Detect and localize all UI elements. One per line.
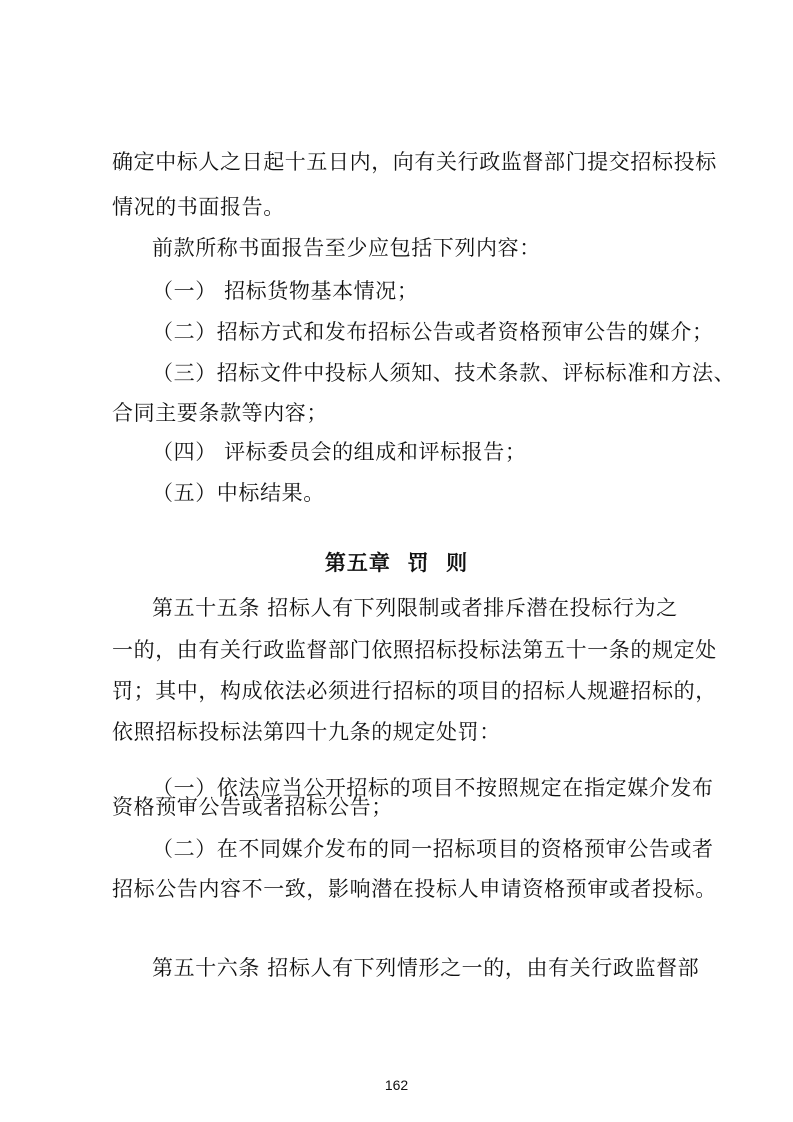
chapter-title: 第五章 罚 则	[324, 551, 469, 575]
list-item: （四） 评标委员会的组成和评标报告；	[152, 440, 527, 464]
page-number: 162	[384, 1077, 409, 1093]
list-item: （二）招标方式和发布招标公告或者资格预审公告的媒介；	[152, 320, 714, 344]
body-line: 确定中标人之日起十五日内，向有关行政监督部门提交招标投标	[112, 150, 717, 174]
list-item: （二）在不同媒介发布的同一招标项目的资格预审公告或者	[152, 837, 714, 861]
body-line: 罚；其中，构成依法必须进行招标的项目的招标人规避招标的，	[112, 679, 717, 703]
article-heading-line: 第五十五条 招标人有下列限制或者排斥潜在投标行为之	[152, 596, 678, 620]
body-line: 依照招标投标法第四十九条的规定处罚：	[112, 720, 501, 744]
list-item: （五）中标结果。	[152, 481, 325, 505]
body-line: 一的，由有关行政监督部门依照招标投标法第五十一条的规定处	[112, 638, 717, 662]
body-line: 资格预审公告或者招标公告；	[112, 795, 393, 819]
body-line: 情况的书面报告。	[112, 195, 285, 219]
list-item: （一）依法应当公开招标的项目不按照规定在指定媒介发布	[152, 776, 714, 800]
body-line: 招标公告内容不一致，影响潜在投标人申请资格预审或者投标。	[112, 877, 717, 901]
article-heading-line: 第五十六条 招标人有下列情形之一的，由有关行政监督部	[152, 956, 700, 980]
list-item: （一） 招标货物基本情况；	[152, 279, 419, 303]
body-line: 前款所称书面报告至少应包括下列内容：	[152, 236, 541, 260]
list-item: （三）招标文件中投标人须知、技术条款、评标标准和方法、	[152, 361, 736, 385]
body-line: 合同主要条款等内容；	[112, 401, 328, 425]
